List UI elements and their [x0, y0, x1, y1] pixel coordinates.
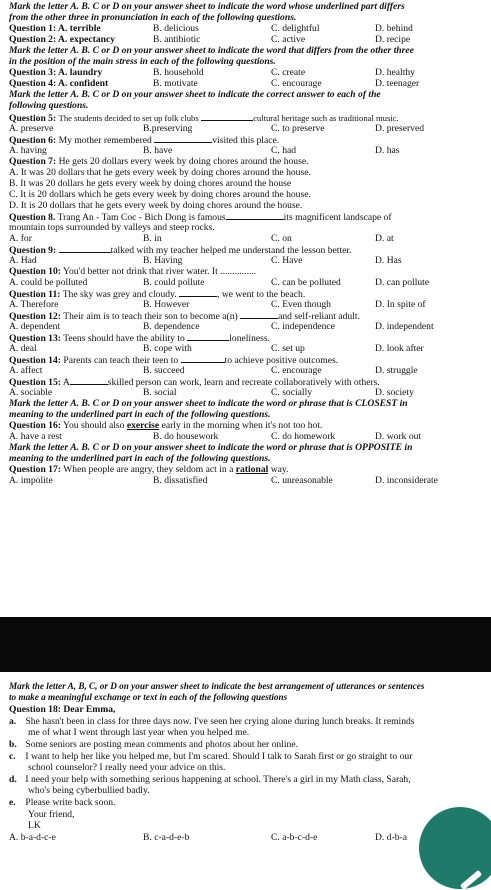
instruction-closest: Mark the letter A. B. C or D on your answer sheet to indicate the word or phrase that is CLOSEST in	[9, 398, 408, 409]
letter-closing: Your friend,	[28, 809, 75, 820]
q11-option-b: B. However	[143, 299, 190, 310]
q10-option-a: A. could be polluted	[9, 277, 88, 288]
instruction-pronunciation: Mark the letter A. B. C or D on your answer sheet to indicate the word whose underlined part differs	[9, 1, 405, 12]
q13-option-c: C. set up	[271, 343, 305, 354]
instruction-pronunciation-cont: from the other three in pronunciation in each of the following questions.	[9, 12, 297, 23]
q4-option-c: C. encourage	[271, 78, 322, 89]
question-9: Question 9: talked with my teacher helped me understand the lesson better.	[9, 245, 352, 256]
q11-option-d: D. In spite of	[375, 299, 426, 310]
question-3: Question 3: A. laundry	[9, 67, 103, 78]
q8-option-c: C. on	[271, 233, 292, 244]
utterance-c-cont: school counselor? I really need your advice on this.	[28, 762, 226, 773]
q5-option-b: B.preserving	[143, 123, 193, 134]
question-17: Question 17: When people are angry, they seldom act in a rational way.	[9, 464, 289, 475]
q14-option-b: B. succeed	[143, 365, 185, 376]
instruction-stress-cont: in the position of the main stress in each of the following questions.	[9, 56, 276, 67]
question-4: Question 4: A. confident	[9, 78, 109, 89]
instruction-stress: Mark the letter A. B. C or D on your answer sheet to indicate the word that differs from the other three	[9, 45, 414, 56]
q18-option-b: B. c-a-d-e-b	[143, 832, 190, 843]
q17-option-b: B. dissatisfied	[153, 475, 208, 486]
utterance-e: e. Please write back soon.	[9, 797, 116, 808]
q16-option-c: C. do homework	[271, 431, 336, 442]
q16-option-a: A. have a rest	[9, 431, 62, 442]
q6-option-b: B. have	[143, 145, 173, 156]
q9-option-b: B. Having	[143, 255, 183, 266]
q4-option-b: B. motivate	[153, 78, 198, 89]
q13-option-d: D. look after	[375, 343, 424, 354]
q7-option-c: C. It is 20 dollars which he gets every week by doing chores around the house.	[9, 189, 311, 200]
question-12: Question 12: Their aim is to teach their son to become a(n) and self-reliant adult.	[9, 311, 360, 322]
instruction-arrangement-cont: to make a meaningful exchange or text in each of the following questions	[9, 692, 288, 702]
question-5: Question 5: The students decided to set up folk clubs cultural heritage such as traditional music.	[9, 113, 399, 124]
question-18: Question 18: Dear Emma,	[9, 704, 116, 715]
q15-option-c: C. socially	[271, 387, 313, 398]
page-separator-band	[0, 617, 491, 672]
q13-option-a: A. deal	[9, 343, 37, 354]
q1-option-b: B. delicious	[153, 23, 199, 34]
q14-option-c: C. encourage	[271, 365, 322, 376]
q10-option-c: C. can be polluted	[271, 277, 341, 288]
q8-option-b: B. in	[143, 233, 162, 244]
q16-option-d: D. work out	[375, 431, 422, 442]
instruction-correct-answer-cont: following questions.	[9, 100, 89, 111]
q8-option-d: D. at	[375, 233, 394, 244]
q3-option-d: D. healthy	[375, 67, 415, 78]
q9-option-c: C. Have	[271, 255, 303, 266]
q12-option-b: B. dependence	[143, 321, 200, 332]
q5-option-c: C. to preserve	[271, 123, 325, 134]
question-11: Question 11: The sky was grey and cloudy. , we went to the beach.	[9, 289, 306, 300]
q8-option-a: A. for	[9, 233, 32, 244]
q1-option-d: D. behind	[375, 23, 413, 34]
q6-option-c: C. had	[271, 145, 297, 156]
q10-option-b: B. could pollute	[143, 277, 205, 288]
utterance-d: d. I need your help with something serious happening at school. There's a girl in my Math class, Sarah,	[9, 774, 411, 785]
q17-option-c: C. unreasonable	[271, 475, 333, 486]
instruction-closest-cont: meaning to the underlined part in each of the following questions.	[9, 409, 271, 420]
q14-option-d: D. struggle	[375, 365, 418, 376]
q2-option-d: D. recipe	[375, 34, 411, 45]
utterance-a-cont: me of what I went through last year when you helped me.	[28, 727, 250, 738]
question-1: Question 1: A. terrible	[9, 23, 101, 34]
q6-option-d: D. has	[375, 145, 400, 156]
utterance-a: a. She hasn't been in class for three days now. I've seen her crying alone during lunch breaks. It reminds	[9, 716, 415, 727]
q2-option-b: B. antibiotic	[153, 34, 201, 45]
question-7: Question 7: He gets 20 dollars every week by doing chores around the house.	[9, 156, 309, 167]
question-8-cont: mountain tops surrounded by valleys and steep rocks.	[9, 222, 215, 233]
q5-option-a: A. preserve	[9, 123, 54, 134]
question-6: Question 6: My mother remembered visited this place.	[9, 135, 280, 146]
question-15: Question 15: A skilled person can work, learn and recreate collaboratively with others.	[9, 377, 380, 388]
question-8: Question 8. Trang An - Tam Coc - Bich Dong is famous its magnificent landscape of	[9, 212, 392, 223]
question-2: Question 2: A. expectancy	[9, 34, 116, 45]
worksheet-page-2	[0, 672, 491, 859]
q3-option-b: B. household	[153, 67, 204, 78]
q13-option-b: B. cope with	[143, 343, 192, 354]
q2-option-c: C. active	[271, 34, 306, 45]
q7-option-b: B. It was 20 dollars he gets every week by doing chores around the house	[9, 178, 292, 189]
pencil-icon[interactable]	[419, 807, 491, 889]
q14-option-a: A. affect	[9, 365, 43, 376]
q16-option-b: B. do housework	[153, 431, 219, 442]
q18-option-d: D. d-b-a	[375, 832, 407, 843]
q18-option-a: A. b-a-d-c-e	[9, 832, 56, 843]
utterance-b: b. Some seniors are posting mean comments and photos about her online.	[9, 739, 298, 750]
q17-option-a: A. impolite	[9, 475, 53, 486]
question-10: Question 10: You'd better not drink that river water. It ...............	[9, 266, 257, 277]
q7-option-d: D. It is 20 dollars that he gets every week by doing chores around the house.	[9, 200, 303, 211]
q1-option-c: C. delightful	[271, 23, 320, 34]
q9-option-d: D. Has	[375, 255, 402, 266]
instruction-correct-answer: Mark the letter A. B. C or D on your answer sheet to indicate the correct answer to each of the	[9, 89, 381, 100]
q12-option-a: A. dependent	[9, 321, 61, 332]
q17-option-d: D. inconsiderate	[375, 475, 438, 486]
q11-option-a: A. Therefore	[9, 299, 59, 310]
utterance-c: c. I want to help her like you helped me, but I'm scared. Should I talk to Sarah first or go straight to our	[9, 751, 413, 762]
question-13: Question 13: Teens should have the ability to loneliness.	[9, 333, 271, 344]
q15-option-a: A. sociable	[9, 387, 53, 398]
q15-option-d: D. society	[375, 387, 414, 398]
q10-option-d: D. can pollute	[375, 277, 430, 288]
q9-option-a: A. Had	[9, 255, 37, 266]
q7-option-a: A. It was 20 dollars that he gets every week by doing chores around the house.	[9, 167, 311, 178]
q12-option-d: D. independent	[375, 321, 434, 332]
letter-signature: LK	[28, 820, 41, 831]
q4-option-d: D. teenager	[375, 78, 420, 89]
instruction-opposite: Mark the letter A. B. C or D on your answer sheet to indicate the word or phrase that is OPPOSITE in	[9, 442, 413, 453]
q5-option-d: D. preserved	[375, 123, 425, 134]
q12-option-c: C. independence	[271, 321, 335, 332]
q3-option-c: C. create	[271, 67, 306, 78]
q18-option-c: C. a-b-c-d-e	[271, 832, 318, 843]
q11-option-c: C. Even though	[271, 299, 331, 310]
question-16: Question 16: You should also exercise early in the morning when it's not too hot.	[9, 420, 323, 431]
instruction-opposite-cont: meaning to the underlined part in each of the following questions.	[9, 453, 271, 464]
q6-option-a: A. having	[9, 145, 47, 156]
utterance-d-cont: who's being cyberbullied badly.	[28, 785, 150, 796]
q15-option-b: B. social	[143, 387, 177, 398]
question-14: Question 14: Parents can teach their teen to to achieve positive outcomes.	[9, 355, 339, 366]
instruction-arrangement: Mark the letter A, B, C, or D on your answer sheet to indicate the best arrangement of utterances or sentences	[9, 681, 425, 691]
